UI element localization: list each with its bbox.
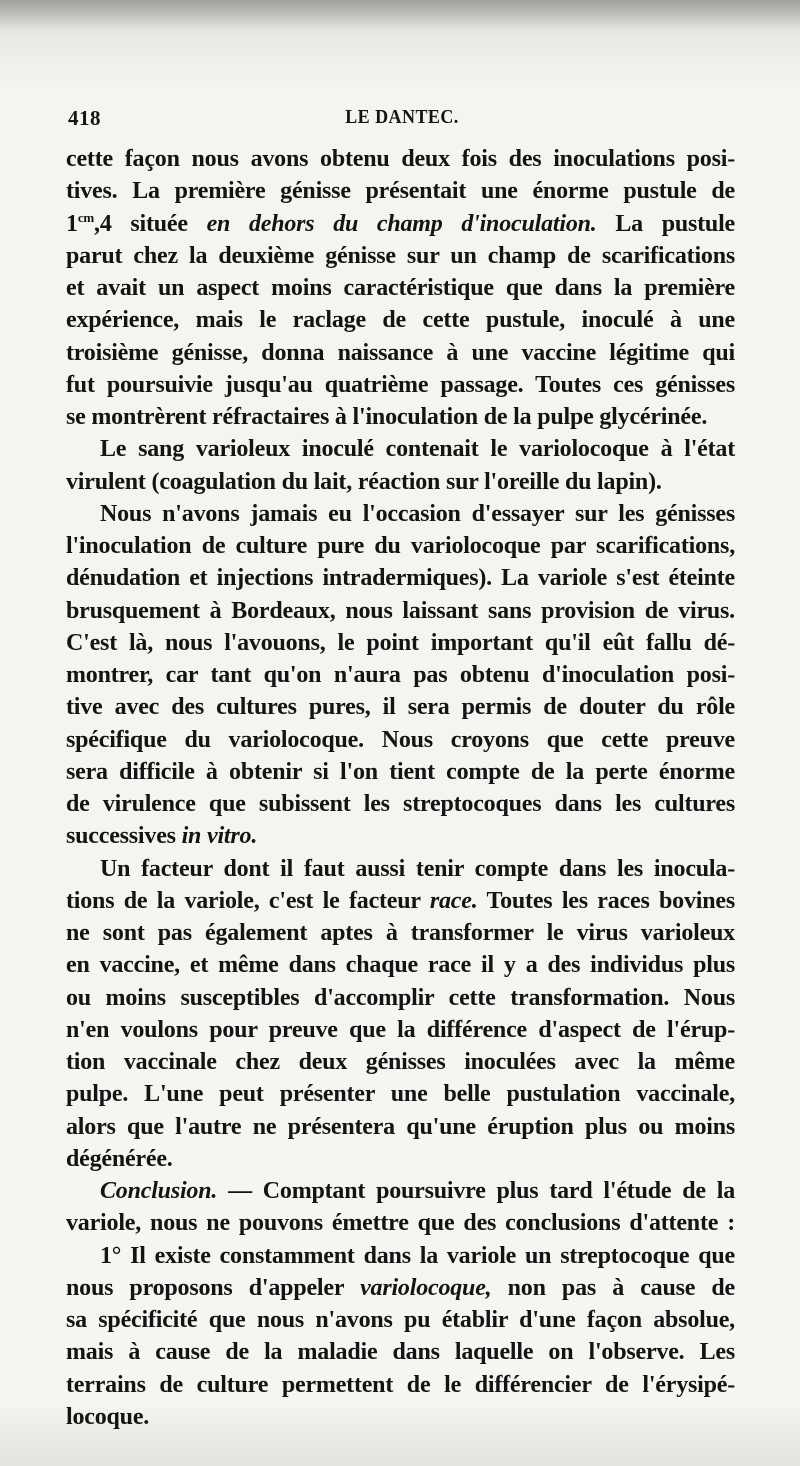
text-line: Nous n'avons jamais eu l'occasion d'essayer sur les génisses <box>100 500 735 527</box>
text-line: Un facteur dont il faut aussi tenir compte dans les inocula- <box>100 855 735 882</box>
text-line: spécifique du variolocoque. Nous croyons que cette preuve <box>66 726 735 753</box>
text-run: ,4 située <box>94 210 207 237</box>
text-line: dégénérée. <box>66 1145 173 1172</box>
scan-edge-shadow <box>0 0 800 30</box>
text-run: — Comptant poursuivre plus tard l'étude de la <box>217 1178 735 1204</box>
italic-phrase: variolocoque, <box>360 1274 492 1301</box>
text-run: successives <box>66 823 182 850</box>
text-line: sa spécificité que nous n'avons pu établir d'une façon absolue, <box>66 1307 735 1333</box>
text-line: virulent (coagulation du lait, réaction sur l'oreille du lapin). <box>66 468 662 495</box>
text-line: parut chez la deuxième génisse sur un champ de scarifications <box>66 242 735 269</box>
text-line: sera difficile à obtenir si l'on tient compte de la perte énorme <box>66 758 735 785</box>
text-line: se montrèrent réfractaires à l'inoculation de la pulpe glycérinée. <box>66 404 708 430</box>
text-line: terrains de culture permettent de le différencier de l'érysipé- <box>66 1371 735 1398</box>
text-run: nous proposons d'appeler <box>66 1274 361 1301</box>
text-run: La pustule <box>596 210 735 237</box>
text-line: cette façon nous avons obtenu deux fois des inoculations posi- <box>66 146 735 172</box>
text-line: ne sont pas également aptes à transformer le virus varioleux <box>66 920 735 946</box>
text-run: tions de la variole, c'est le facteur <box>66 887 430 914</box>
text-line: alors que l'autre ne présentera qu'une éruption plus ou moins <box>66 1113 735 1140</box>
text-line: tives. La première génisse présentait une énorme pustule de <box>66 178 735 205</box>
page-header <box>68 106 736 134</box>
text-line: l'inoculation de culture pure du variolocoque par scarifications, <box>66 533 735 559</box>
text-run: non pas à cause de <box>491 1274 735 1301</box>
italic-phrase: race. <box>429 887 478 914</box>
text-line: expérience, mais le raclage de cette pustule, inoculé à une <box>66 307 735 334</box>
text-line: dénudation et injections intradermiques). La variole s'est éteinte <box>66 565 735 592</box>
text-line: montrer, car tant qu'on n'aura pas obtenu d'inoculation posi- <box>66 662 735 688</box>
text-line <box>66 208 735 240</box>
text-line: fut poursuivie jusqu'au quatrième passage. Toutes ces génisses <box>66 371 735 398</box>
superscript: cm <box>77 209 95 225</box>
text-line <box>66 1175 735 1207</box>
italic-phrase: en dehors du champ d'inoculation. <box>206 210 597 237</box>
text-line <box>66 885 735 917</box>
text-line: ou moins susceptibles d'accomplir cette transformation. Nous <box>66 984 735 1011</box>
text-line: 1° Il existe constamment dans la variole un streptocoque que <box>100 1242 735 1269</box>
text-line: mais à cause de la maladie dans laquelle on l'observe. Les <box>66 1339 735 1366</box>
running-head: LE DANTEC. <box>345 106 459 128</box>
text-line: et avait un aspect moins caractéristique que dans la première <box>66 275 735 301</box>
text-line: C'est là, nous l'avouons, le point important qu'il eût fallu dé- <box>66 629 735 656</box>
italic-phrase: Conclusion. <box>100 1178 218 1204</box>
text-run: Toutes les races bovines <box>477 887 735 914</box>
text-line <box>66 1272 735 1304</box>
page-number: 418 <box>68 106 101 130</box>
text-line: brusquement à Bordeaux, nous laissant sans provision de virus. <box>66 597 735 624</box>
text-line: n'en voulons pour preuve que la différence d'aspect de l'érup- <box>66 1016 735 1043</box>
text-line: de virulence que subissent les streptocoques dans les cultures <box>66 791 735 817</box>
text-line: troisième génisse, donna naissance à une vaccine légitime qui <box>66 339 735 366</box>
text-line: pulpe. L'une peut présenter une belle pustulation vaccinale, <box>66 1081 735 1108</box>
text-line: en vaccine, et même dans chaque race il y a des individus plus <box>66 952 735 979</box>
italic-phrase: in vitro. <box>181 823 258 850</box>
text-line: locoque. <box>66 1403 150 1430</box>
text-line <box>66 820 735 852</box>
text-line: variole, nous ne pouvons émettre que des conclusions d'attente : <box>66 1210 735 1237</box>
text-line: tion vaccinale chez deux génisses inoculées avec la même <box>66 1049 735 1075</box>
text-run: 1 <box>66 210 78 237</box>
body-text <box>66 143 735 1433</box>
text-line: Le sang varioleux inoculé contenait le variolocoque à l'état <box>100 436 735 463</box>
text-line: tive avec des cultures pures, il sera permis de douter du rôle <box>66 694 735 721</box>
